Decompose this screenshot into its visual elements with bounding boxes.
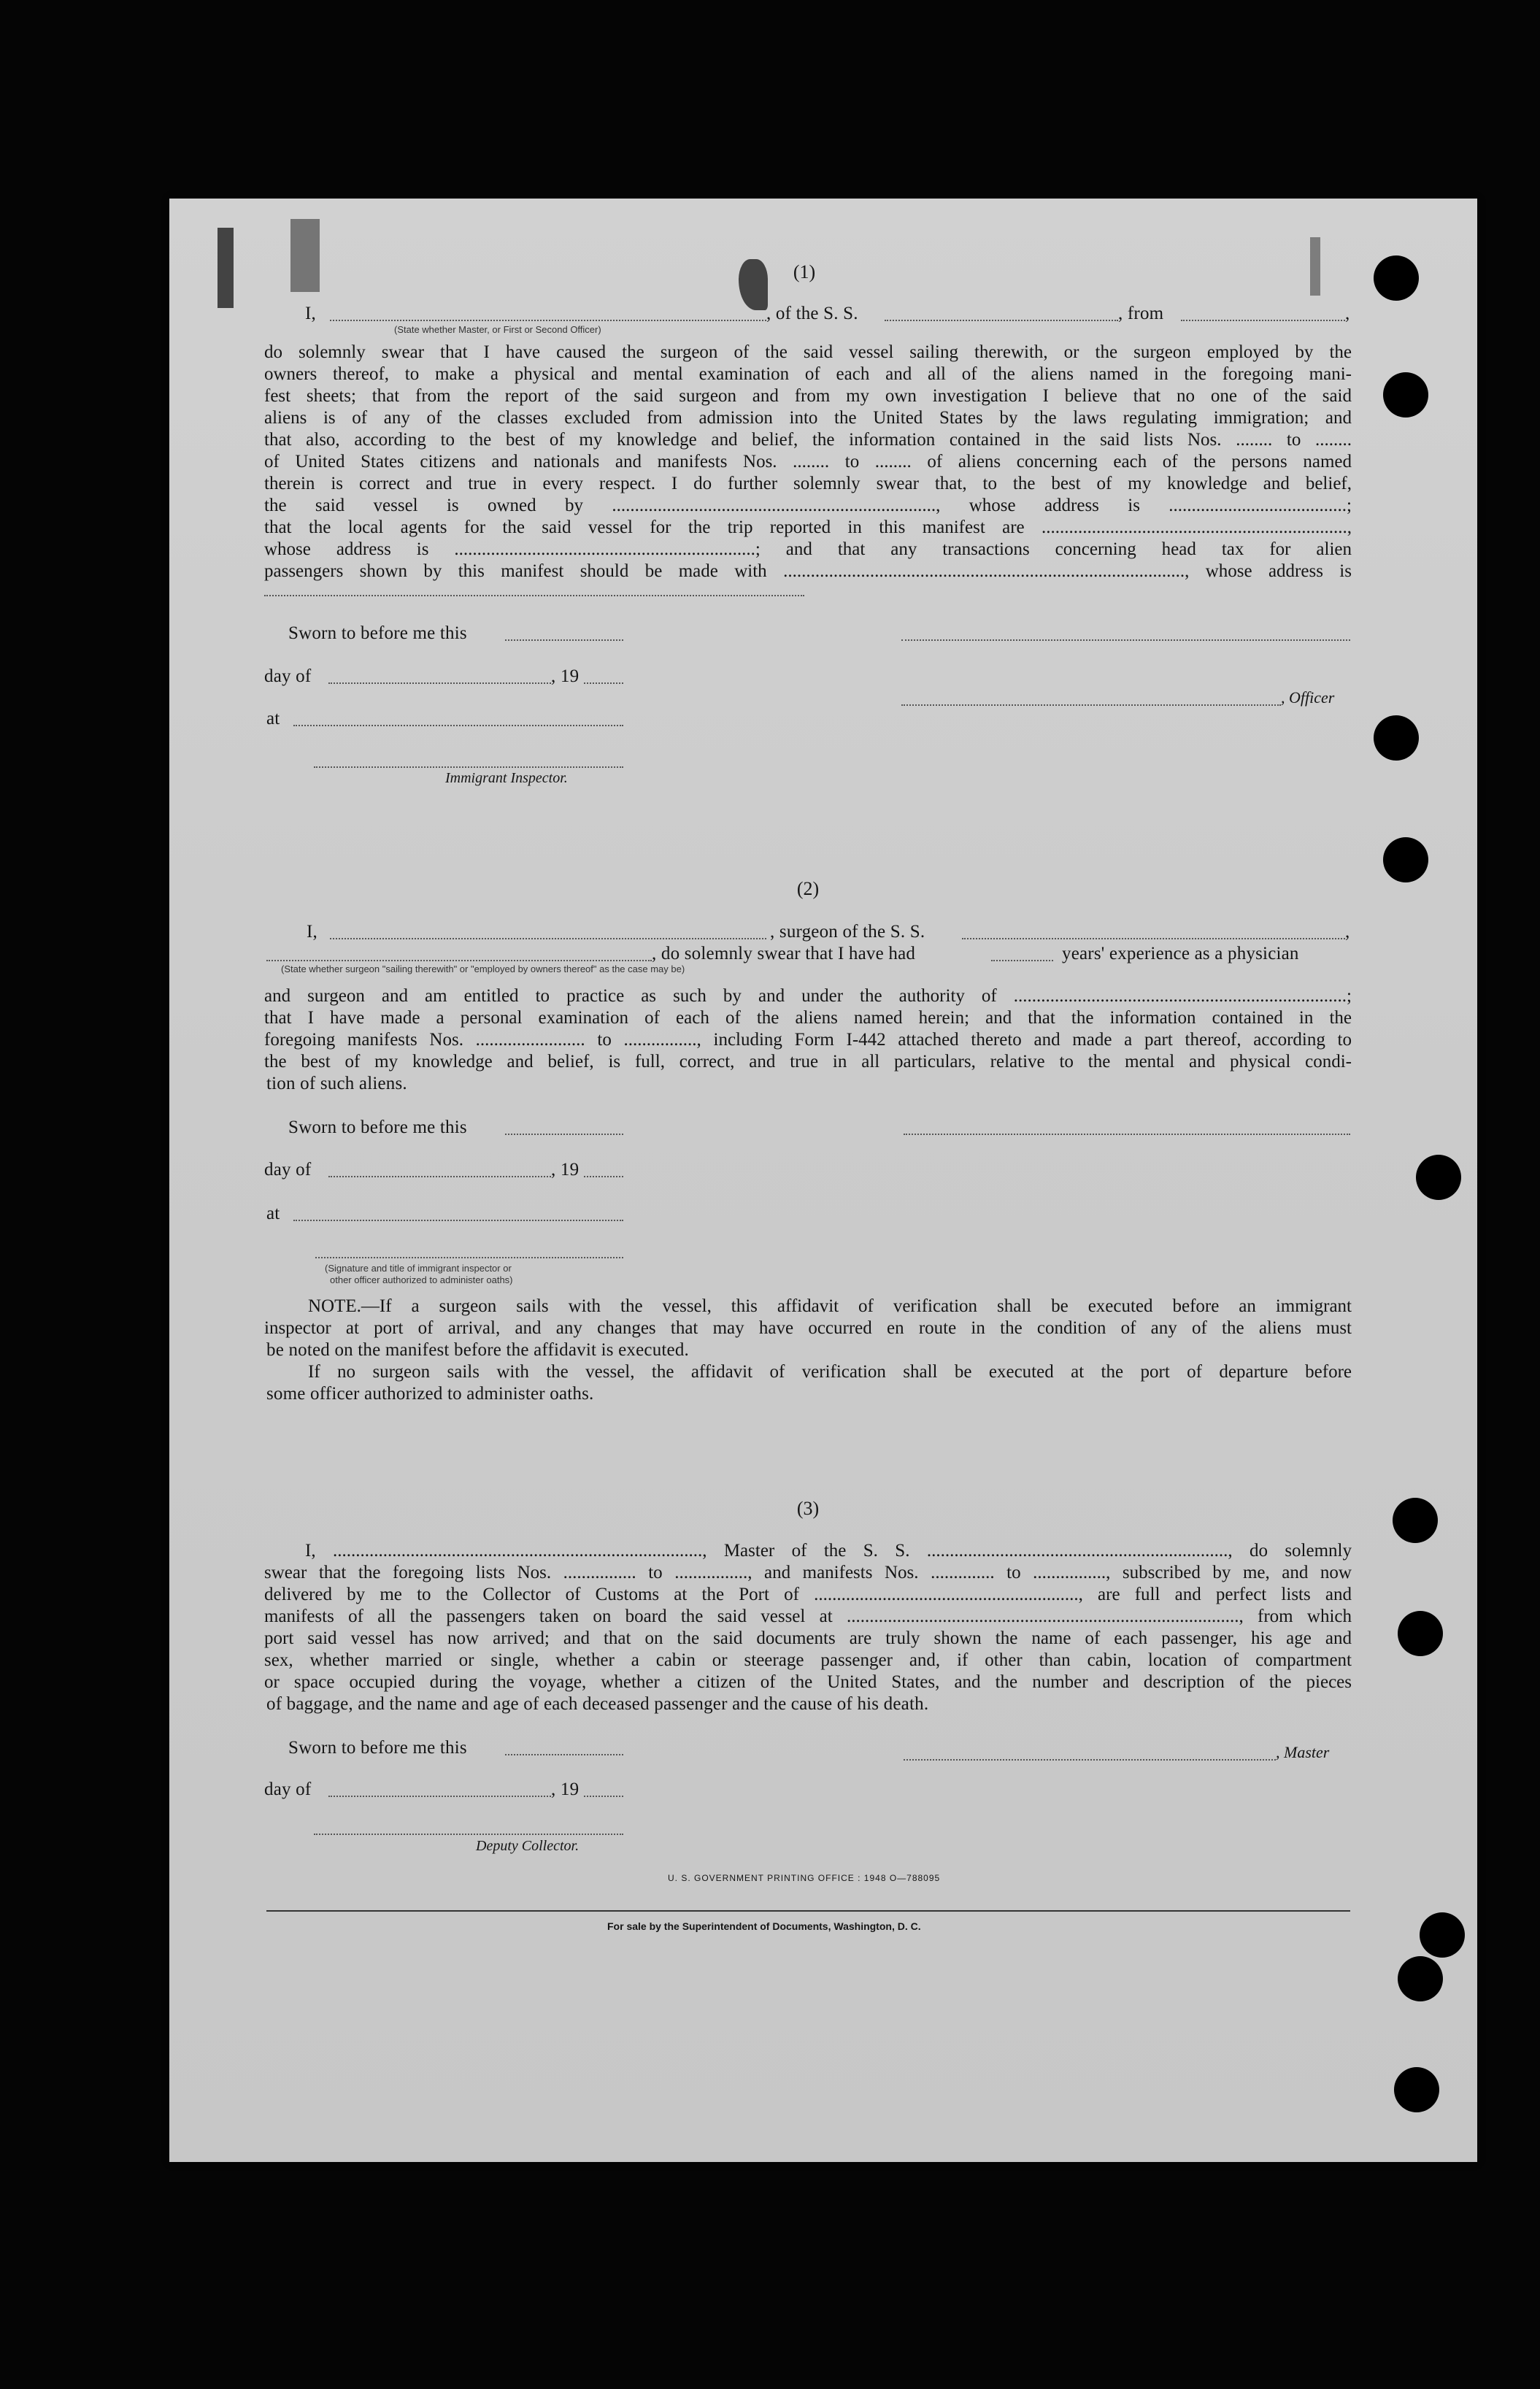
punch-hole-5: [1416, 1155, 1461, 1200]
punch-hole-7: [1398, 1611, 1443, 1656]
punch-hole-9: [1398, 1956, 1443, 2001]
s3-para-line-1: I, ................................................................................., Master of the S. S. .................................................................., do solemnly: [305, 1541, 1352, 1561]
s1-of-ss-label: , of the S. S.: [766, 304, 858, 323]
s1-inspector-label: Immigrant Inspector.: [445, 770, 568, 786]
s1-para-line-3: fest sheets; that from the report of the said surgeon and from my own investigation I believe that no one of the said: [264, 386, 1352, 406]
s1-day-of-label: day of: [264, 666, 312, 686]
s2-sig-note-1: (Signature and title of immigrant inspector or: [325, 1263, 512, 1274]
s2-para-line-3: foregoing manifests Nos. ........................ to ................, including Form I-442 attached thereto and made a part thereof, according to: [264, 1030, 1352, 1050]
s1-officer-title-line[interactable]: [901, 704, 1281, 706]
scan-mark-left: [217, 228, 234, 308]
s2-surgeon-type-line[interactable]: [266, 960, 652, 961]
s2-day-of-label: day of: [264, 1160, 312, 1180]
s2-surgeon-label: , surgeon of the S. S.: [770, 922, 925, 942]
s1-para-line-11: passengers shown by this manifest should be made with ........................................................................................, whose address is: [264, 561, 1352, 581]
s3-day-of-line[interactable]: [328, 1796, 551, 1797]
s1-officer-label: , Officer: [1281, 688, 1335, 707]
s1-para-line-1: do solemnly swear that I have caused the surgeon of the said vessel sailing therewith, or the surgeon employed by the: [264, 342, 1352, 362]
s1-at-line[interactable]: [293, 725, 623, 726]
s1-para-line-10: whose address is ..................................................................; and that any transactions concerning head tax for alien: [264, 539, 1352, 559]
s3-para-line-7: or space occupied during the voyage, whether a citizen of the United States, and the number and description of the pieces: [264, 1672, 1352, 1692]
s2-year-line[interactable]: [584, 1176, 623, 1177]
s1-day-of-line[interactable]: [328, 682, 551, 684]
s1-name-line[interactable]: [330, 320, 766, 321]
s2-para-line-5: tion of such aliens.: [266, 1074, 407, 1093]
section-3-number: (3): [796, 1498, 820, 1519]
s3-sworn-label: Sworn to before me this: [288, 1738, 467, 1758]
s1-vessel-line[interactable]: [885, 320, 1118, 321]
punch-hole-4: [1383, 837, 1428, 882]
s1-year-line[interactable]: [584, 682, 623, 684]
s3-deputy-label: Deputy Collector.: [476, 1838, 580, 1854]
s2-para-line-4: the best of my knowledge and belief, is full, correct, and true in all particulars, relative to the mental and physical condi-: [264, 1052, 1352, 1072]
footer-rule: [266, 1910, 1350, 1912]
punch-hole-6: [1393, 1498, 1438, 1543]
s2-name-line[interactable]: [330, 938, 766, 939]
s2-note-line-3: be noted on the manifest before the affidavit is executed.: [266, 1340, 689, 1360]
s3-master-signature-line[interactable]: [904, 1759, 1276, 1761]
s2-note-line-2: inspector at port of arrival, and any changes that may have occurred en route in the condition of any of the aliens must: [264, 1318, 1352, 1338]
s3-para-line-6: sex, whether married or single, whether a cabin or steerage passenger and, if other than cabin, location of compartment: [264, 1650, 1352, 1670]
punch-hole-10: [1394, 2067, 1439, 2112]
s3-year-label: , 19: [551, 1780, 580, 1799]
s2-inspector-signature-line[interactable]: [315, 1257, 623, 1258]
s2-para-line-1: and surgeon and am entitled to practice as such by and under the authority of .........................................................................;: [264, 986, 1352, 1006]
s1-para-line-2: owners thereof, to make a physical and mental examination of each and all of the aliens named in the foregoing mani-: [264, 364, 1352, 384]
s3-para-line-3: delivered by me to the Collector of Customs at the Port of .........................................................., are full and perfect lists and: [264, 1585, 1352, 1604]
s1-para-line-7: therein is correct and true in every respect. I do further solemnly swear that, to the best of my knowledge and belief,: [264, 474, 1352, 493]
s1-i-label: I,: [305, 304, 316, 323]
s3-para-line-8: of baggage, and the name and age of each deceased passenger and the cause of his death.: [266, 1694, 929, 1714]
scan-mark-right: [1310, 237, 1320, 296]
s1-sworn-day-line[interactable]: [505, 639, 623, 641]
s2-vessel-line[interactable]: [962, 938, 1345, 939]
s2-day-of-line[interactable]: [328, 1176, 551, 1177]
s1-para-line-8: the said vessel is owned by ......................................................................., whose address is .......................................;: [264, 496, 1352, 515]
s1-para-line-9: that the local agents for the said vessel for the trip reported in this manifest are ...................................................................,: [264, 518, 1352, 537]
s2-note-surgeon: (State whether surgeon "sailing therewith" or "employed by owners thereof" as the case may be): [281, 963, 685, 974]
punch-hole-2: [1383, 372, 1428, 418]
s1-headtax-address-line[interactable]: [264, 595, 804, 596]
s2-years-label: years' experience as a physician: [1062, 944, 1299, 963]
section-2-number: (2): [796, 878, 820, 899]
s1-sworn-label: Sworn to before me this: [288, 623, 467, 643]
s1-from-line[interactable]: [1181, 320, 1345, 321]
s3-para-line-4: manifests of all the passengers taken on board the said vessel at ......................................................................................, from which: [264, 1607, 1352, 1626]
s2-signature-line[interactable]: [904, 1134, 1350, 1135]
gpo-imprint: U. S. GOVERNMENT PRINTING OFFICE : 1948 O—788095: [668, 1873, 941, 1883]
s3-master-label: , Master: [1276, 1743, 1330, 1761]
s1-para-line-6: of United States citizens and nationals and manifests Nos. ........ to ........ of aliens concerning each of the persons named: [264, 452, 1352, 472]
s1-para-line-5: that also, according to the best of my knowledge and belief, the information contained in the said lists Nos. ........ to ........: [264, 430, 1352, 450]
s2-sworn-label: Sworn to before me this: [288, 1117, 467, 1137]
s2-swear-label: , do solemnly swear that I have had: [652, 944, 916, 963]
punch-hole-1: [1374, 255, 1419, 301]
punch-hole-8: [1420, 1912, 1465, 1958]
s1-inspector-signature-line[interactable]: [314, 766, 623, 768]
s2-at-line[interactable]: [293, 1220, 623, 1221]
s1-officer-signature-line[interactable]: [901, 639, 1350, 641]
section-1-number: (1): [793, 261, 816, 282]
s1-para-line-4: aliens is of any of the classes excluded from admission into the United States by the laws regulating immigration; and: [264, 408, 1352, 428]
s1-comma: ,: [1345, 304, 1350, 323]
s1-from-label: , from: [1118, 304, 1164, 323]
s3-deputy-signature-line[interactable]: [314, 1834, 623, 1835]
scan-mark-left-2: [290, 219, 320, 292]
s2-para-line-2: that I have made a personal examination of each of the aliens named herein; and that the information contained in the: [264, 1008, 1352, 1028]
s3-para-line-5: port said vessel has now arrived; and that on the said documents are truly shown the name of each passenger, his age and: [264, 1628, 1352, 1648]
s2-sig-note-2: other officer authorized to administer oaths): [330, 1274, 513, 1285]
s2-sworn-day-line[interactable]: [505, 1134, 623, 1135]
s2-note-line-1: NOTE.—If a surgeon sails with the vessel, this affidavit of verification shall be executed before an immigrant: [308, 1296, 1352, 1316]
s2-i-label: I,: [307, 922, 317, 942]
s2-at-label: at: [266, 1204, 280, 1223]
s2-year-label: , 19: [551, 1160, 580, 1180]
s1-at-label: at: [266, 709, 280, 728]
s3-para-line-2: swear that the foregoing lists Nos. ................ to ................, and manifests Nos. .............. to ................, subscribed by me, and now: [264, 1563, 1352, 1582]
footer-sale-notice: For sale by the Superintendent of Documents, Washington, D. C.: [607, 1920, 921, 1932]
s2-comma: ,: [1345, 922, 1350, 942]
s1-year-label: , 19: [551, 666, 580, 686]
s1-note-master: (State whether Master, or First or Second Officer): [394, 324, 601, 335]
s2-years-line[interactable]: [991, 960, 1053, 961]
s2-note2-line-2: some officer authorized to administer oaths.: [266, 1384, 594, 1404]
s3-day-of-label: day of: [264, 1780, 312, 1799]
punch-hole-3: [1374, 715, 1419, 761]
s2-note2-line-1: If no surgeon sails with the vessel, the affidavit of verification shall be executed at the port of departure before: [308, 1362, 1352, 1382]
s3-sworn-day-line[interactable]: [505, 1754, 623, 1755]
s3-year-line[interactable]: [584, 1796, 623, 1797]
